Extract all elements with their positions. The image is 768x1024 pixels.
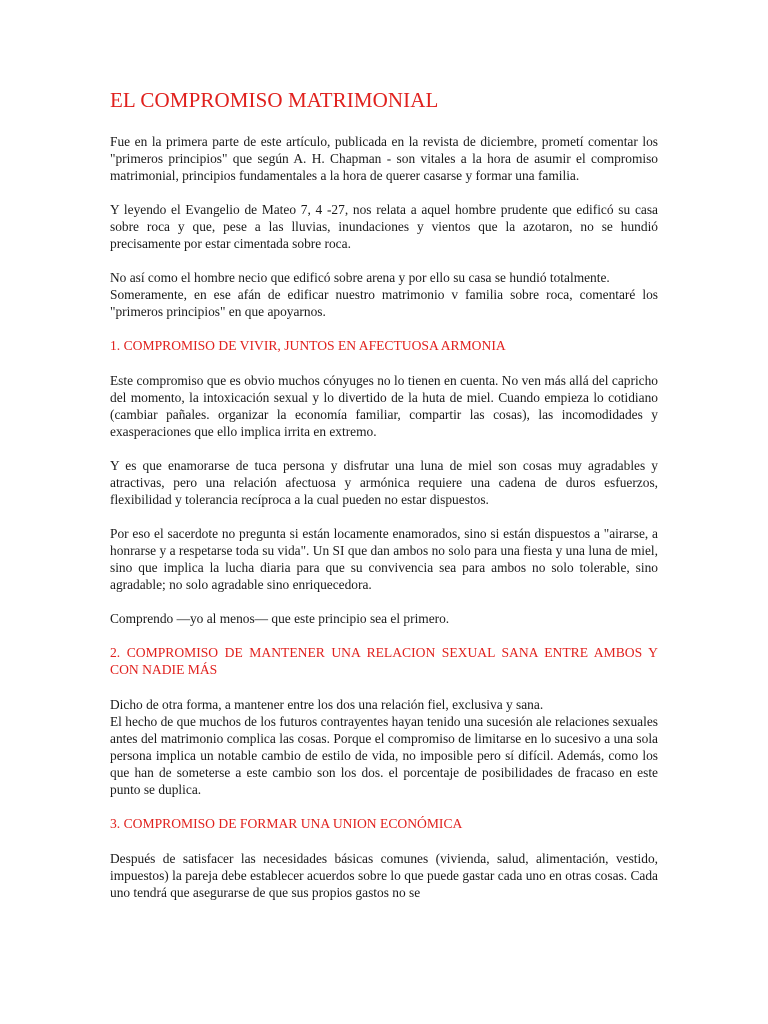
section-1-paragraph-1: Este compromiso que es obvio muchos cónyuges no lo tienen en cuenta. No ven más allá del capricho del momento, la intoxicación sexual y lo divertido de la huta de miel. Cuando empieza lo cotidiano (cambiar pañales. organizar la economía familiar, compartir las cosas), las incomodidades y exasperaciones que ello implica irrita en extremo. [110,373,658,439]
section-1-paragraph-3: Por eso el sacerdote no pregunta si están locamente enamorados, sino si están dispuestos a "airarse, a honrarse y a respetarse toda su vida". Un SI que dan ambos no solo para una fiesta y una luna de miel, sino que implica la lucha diaria para que su convivencia sea para ambos no solo tolerable, sino agradable; no solo agradable sino enriquecedora. [110,526,658,592]
section-2-paragraph-1: Dicho de otra forma, a mantener entre los dos una relación fiel, exclusiva y sana. [110,697,544,712]
document-title: EL COMPROMISO MATRIMONIAL [110,88,439,112]
section-2-paragraph-2: El hecho de que muchos de los futuros contrayentes hayan tenido una sucesión ale relaciones sexuales antes del matrimonio complica las cosas. Porque el compromiso de limitarse en lo sucesivo a una sola persona implica un notable cambio de estilo de vida, no imposible pero sí difícil. Además, como los que han de someterse a este cambio son los dos. el porcentaje de posibilidades de fracaso en este punto se duplica. [110,714,658,797]
intro-paragraph-1: Fue en la primera parte de este artículo, publicada en la revista de diciembre, prometí comentar los "primeros principios" que según A. H. Chapman - son vitales a la hora de asumir el compromiso matrimonial, principios fundamentales a la hora de querer casarse y formar una familia. [110,134,658,183]
intro-paragraph-2: Y leyendo el Evangelio de Mateo 7, 4 -27, nos relata a aquel hombre prudente que edificó su casa sobre roca y que, pese a las lluvias, inundaciones y vientos que la azotaron, no se hundió precisamente por estar cimentada sobre roca. [110,202,658,251]
section-3-paragraph-1: Después de satisfacer las necesidades básicas comunes (vivienda, salud, alimentación, vestido, impuestos) la pareja debe establecer acuerdos sobre lo que puede gastar cada uno en otras cosas. Cada uno tendrá que asegurarse de que sus propios gastos no se [110,851,658,900]
section-1-paragraph-2: Y es que enamorarse de tuca persona y disfrutar una luna de miel son cosas muy agradables y atractivas, pero una relación afectuosa y armónica requiere una cadena de duros esfuerzos, flexibilidad y tolerancia recíproca a la cual pueden no estar dispuestos. [110,458,658,507]
section-heading-2: 2. COMPROMISO DE MANTENER UNA RELACION SEXUAL SANA ENTRE AMBOS Y CON NADIE MÁS [110,645,658,677]
section-heading-1: 1. COMPROMISO DE VIVIR, JUNTOS EN AFECTUOSA ARMONIA [110,338,506,353]
intro-paragraph-4: Someramente, en ese afán de edificar nuestro matrimonio v familia sobre roca, comentaré los "primeros principios" en que apoyarnos. [110,287,658,319]
document-page [110,86,658,918]
section-1-paragraph-4: Comprendo —yo al menos— que este principio sea el primero. [110,611,450,626]
section-heading-3: 3. COMPROMISO DE FORMAR UNA UNION ECONÓMICA [110,816,463,831]
intro-paragraph-3: No así como el hombre necio que edificó sobre arena y por ello su casa se hundió totalmente. [110,270,610,285]
